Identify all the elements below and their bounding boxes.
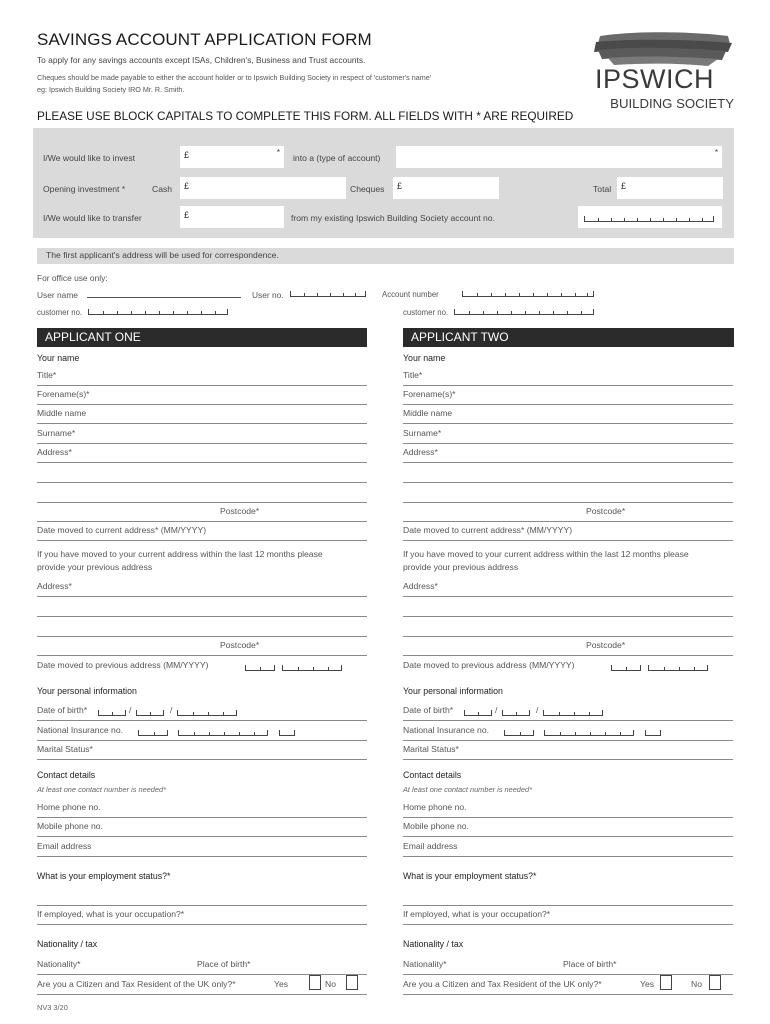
ni-prefix-comb[interactable] (138, 730, 168, 736)
dob-slash-1: / (129, 705, 132, 715)
date-moved-previous-row (403, 657, 733, 676)
employment-status-label: What is your employment status?* (37, 871, 171, 881)
previous-address-field[interactable]: Address* (37, 578, 367, 597)
address-field[interactable]: Address* (403, 444, 733, 463)
email-field[interactable]: Email address (37, 838, 367, 857)
employment-status-field[interactable] (37, 887, 367, 906)
ni-label: National Insurance no. (403, 725, 489, 735)
moved-note-line-1: If you have moved to your current address within the last 12 months please (37, 549, 323, 559)
middle-name-field[interactable]: Middle name (37, 405, 367, 424)
nationality-label[interactable]: Nationality* (37, 959, 81, 969)
previous-postcode-field[interactable] (403, 637, 733, 656)
ni-row (403, 722, 733, 741)
customer-no-label-1: customer no. (37, 308, 83, 317)
address-field[interactable]: Address* (37, 444, 367, 463)
nationality-label[interactable]: Nationality* (403, 959, 447, 969)
postcode-field[interactable] (403, 503, 733, 522)
ni-suffix-comb[interactable] (279, 730, 295, 736)
marital-status-field[interactable]: Marital Status* (403, 741, 733, 760)
citizen-no-checkbox[interactable] (709, 975, 721, 990)
contact-note: At least one contact number is needed* (37, 785, 167, 794)
place-of-birth-label[interactable]: Place of birth* (563, 959, 617, 969)
title-field[interactable]: Title* (403, 367, 733, 386)
dob-month-comb[interactable] (136, 710, 164, 716)
ni-prefix-comb[interactable] (504, 730, 534, 736)
required-star: * (276, 148, 280, 157)
account-type-field[interactable] (396, 146, 722, 168)
moved-note-line-2: provide your previous address (37, 562, 153, 572)
logo-name: IPSWICH (594, 64, 714, 94)
home-phone-field[interactable]: Home phone no. (403, 799, 733, 818)
citizen-row (37, 976, 367, 995)
place-of-birth-label[interactable]: Place of birth* (197, 959, 251, 969)
citizen-question: Are you a Citizen and Tax Resident of the UK only?* (37, 979, 236, 989)
dob-year-comb[interactable] (177, 710, 237, 716)
your-name-heading: Your name (403, 353, 446, 363)
contact-note: At least one contact number is needed* (403, 785, 533, 794)
yes-label: Yes (274, 979, 289, 989)
account-number-comb (584, 216, 714, 222)
personal-info-heading: Your personal information (403, 686, 503, 696)
dob-day-comb[interactable] (464, 710, 492, 716)
cheques-field[interactable] (393, 177, 499, 199)
intro-text: To apply for any savings accounts except ISAs, Children's, Business and Trust accounts. (37, 55, 366, 65)
forenames-field[interactable]: Forename(s)* (403, 386, 733, 405)
from-account-number-field[interactable] (578, 206, 722, 228)
no-label: No (691, 979, 702, 989)
employment-status-label: What is your employment status?* (403, 871, 537, 881)
total-field[interactable] (617, 177, 723, 199)
pound-sign: £ (621, 181, 627, 191)
invest-amount-field[interactable] (180, 146, 284, 168)
cheques-note-line-1: Cheques should be made payable to either the account holder or to Ipswich Building Society in respect of 'customer's name' (37, 73, 432, 82)
user-name-line[interactable] (87, 288, 241, 298)
address-line-3[interactable] (403, 484, 733, 503)
citizen-no-checkbox[interactable] (346, 975, 358, 990)
citizen-yes-checkbox[interactable] (660, 975, 672, 990)
previous-address-line-2[interactable] (37, 598, 367, 617)
nationality-tax-heading: Nationality / tax (37, 939, 98, 949)
prev-month-comb[interactable] (245, 665, 275, 671)
forenames-field[interactable]: Forename(s)* (37, 386, 367, 405)
cash-label: Cash (152, 184, 173, 194)
user-name-label: User name (37, 290, 78, 300)
personal-info-heading: Your personal information (37, 686, 137, 696)
citizen-row (403, 976, 733, 995)
account-number-label: Account number (382, 290, 439, 299)
moved-note-line-2: provide your previous address (403, 562, 519, 572)
dob-year-comb[interactable] (543, 710, 603, 716)
form-reference-code: NV3 3/20 (37, 1003, 68, 1012)
employment-status-field[interactable] (403, 887, 733, 906)
transfer-label: I/We would like to transfer (43, 213, 142, 223)
nationality-row (403, 956, 733, 975)
customer-no-comb-2[interactable] (454, 309, 594, 315)
cheques-note (37, 72, 431, 96)
dob-slash-1: / (495, 705, 498, 715)
no-label: No (325, 979, 336, 989)
dob-slash-2: / (170, 705, 173, 715)
opening-investment-label: Opening investment * (43, 184, 126, 194)
dob-label: Date of birth* (37, 705, 88, 715)
ni-digits-comb[interactable] (544, 730, 634, 736)
dob-row (403, 702, 733, 721)
citizen-question: Are you a Citizen and Tax Resident of the UK only?* (403, 979, 602, 989)
required-star: * (714, 148, 718, 157)
block-capitals-notice: PLEASE USE BLOCK CAPITALS TO COMPLETE THIS FORM. ALL FIELDS WITH * ARE REQUIRED (37, 109, 574, 123)
moved-note-line-1: If you have moved to your current address within the last 12 months please (403, 549, 689, 559)
dob-slash-2: / (536, 705, 539, 715)
applicant-two-heading: APPLICANT TWO (403, 328, 734, 347)
date-moved-field[interactable]: Date moved to current address* (MM/YYYY) (403, 522, 733, 541)
investment-panel (33, 128, 734, 238)
pound-sign: £ (184, 150, 190, 160)
moved-note (403, 546, 733, 576)
invest-label: I/We would like to invest (43, 153, 136, 163)
surname-field[interactable]: Surname* (37, 425, 367, 444)
dob-month-comb[interactable] (502, 710, 530, 716)
cash-field[interactable] (180, 177, 346, 199)
middle-name-field[interactable]: Middle name (403, 405, 733, 424)
previous-address-line-2[interactable] (403, 598, 733, 617)
nationality-tax-heading: Nationality / tax (403, 939, 464, 949)
ni-row (37, 722, 367, 741)
form-title: SAVINGS ACCOUNT APPLICATION FORM (37, 30, 372, 49)
marital-status-field[interactable]: Marital Status* (37, 741, 367, 760)
mobile-phone-field[interactable]: Mobile phone no. (37, 818, 367, 837)
mobile-phone-field[interactable]: Mobile phone no. (403, 818, 733, 837)
pound-sign: £ (184, 181, 190, 191)
prev-year-comb[interactable] (648, 665, 708, 671)
contact-heading: Contact details (403, 770, 462, 780)
title-field[interactable]: Title* (37, 367, 367, 386)
prev-month-comb[interactable] (611, 665, 641, 671)
cheques-label: Cheques (350, 184, 385, 194)
citizen-yes-checkbox[interactable] (309, 975, 321, 990)
from-account-label: from my existing Ipswich Building Society account no. (291, 213, 495, 223)
ni-suffix-comb[interactable] (645, 730, 661, 736)
previous-postcode-label: Postcode* (586, 640, 626, 650)
contact-heading: Contact details (37, 770, 96, 780)
occupation-field[interactable]: If employed, what is your occupation?* (37, 906, 367, 925)
postcode-label: Postcode* (586, 506, 626, 516)
address-line-3[interactable] (37, 484, 367, 503)
transfer-amount-field[interactable] (180, 206, 284, 228)
previous-address-line-3[interactable] (37, 618, 367, 637)
correspondence-note: The first applicant's address will be used for correspondence. (37, 248, 734, 264)
home-phone-field[interactable]: Home phone no. (37, 799, 367, 818)
cheques-note-line-2: eg: Ipswich Building Society IRO Mr. R. Smith. (37, 85, 185, 94)
account-type-label: into a (type of account) (293, 153, 381, 163)
office-use-heading: For office use only: (37, 273, 108, 283)
user-no-label: User no. (252, 290, 284, 300)
your-name-heading: Your name (37, 353, 80, 363)
previous-postcode-label: Postcode* (220, 640, 260, 650)
customer-no-comb-1[interactable] (88, 309, 228, 315)
previous-address-line-3[interactable] (403, 618, 733, 637)
moved-note (37, 546, 367, 576)
customer-no-label-2: customer no. (403, 308, 449, 317)
address-line-2[interactable] (403, 464, 733, 483)
pound-sign: £ (397, 181, 403, 191)
email-field[interactable]: Email address (403, 838, 733, 857)
date-moved-previous-label: Date moved to previous address (MM/YYYY) (403, 660, 575, 670)
nationality-row (37, 956, 367, 975)
pound-sign: £ (184, 210, 190, 220)
previous-address-field[interactable]: Address* (403, 578, 733, 597)
ni-digits-comb[interactable] (178, 730, 268, 736)
prev-year-comb[interactable] (282, 665, 342, 671)
yes-label: Yes (640, 979, 655, 989)
occupation-field[interactable]: If employed, what is your occupation?* (403, 906, 733, 925)
account-number-office-comb[interactable] (462, 291, 594, 297)
ipswich-logo (578, 30, 738, 114)
date-moved-field[interactable]: Date moved to current address* (MM/YYYY) (37, 522, 367, 541)
postcode-field[interactable] (37, 503, 367, 522)
address-line-2[interactable] (37, 464, 367, 483)
dob-day-comb[interactable] (98, 710, 126, 716)
total-label: Total (593, 184, 612, 194)
logo-subtitle: BUILDING SOCIETY (610, 96, 734, 111)
previous-postcode-field[interactable] (37, 637, 367, 656)
postcode-label: Postcode* (220, 506, 260, 516)
surname-field[interactable]: Surname* (403, 425, 733, 444)
user-no-comb[interactable] (290, 291, 366, 297)
ni-label: National Insurance no. (37, 725, 123, 735)
dob-row (37, 702, 367, 721)
date-moved-previous-label: Date moved to previous address (MM/YYYY) (37, 660, 209, 670)
dob-label: Date of birth* (403, 705, 454, 715)
date-moved-previous-row (37, 657, 367, 676)
applicant-one-heading: APPLICANT ONE (37, 328, 367, 347)
